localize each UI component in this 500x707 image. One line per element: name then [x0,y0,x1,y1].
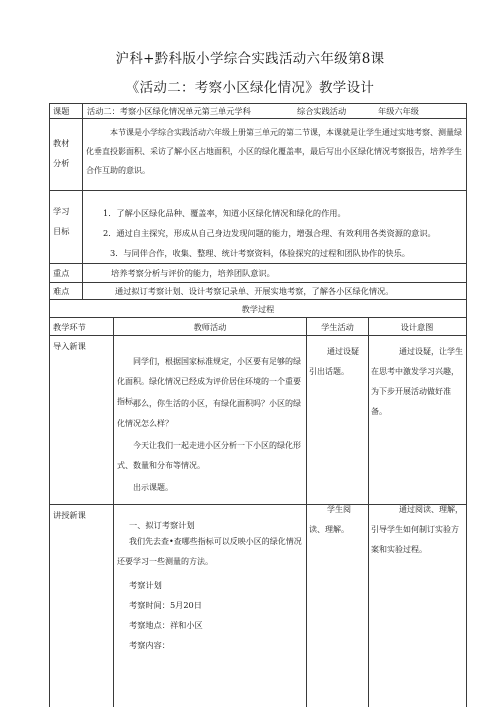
key-text: 培养考察分析与评价的能力，培养团队意识。 [111,268,275,278]
topic-label: 课题 [53,106,70,116]
goal-item: 3．与同伴合作，收集、整理、统计考察资料，体验探究的过程和团队协作的快乐。 [110,248,410,258]
col-stage-header: 教学环节 [53,322,86,332]
process-heading: 教学过程 [241,304,275,314]
stage-new-lesson: 讲授新课 [53,510,86,520]
design-intent-intro: 通过设疑，让学生在思考中激发学习兴趣，为下步开展活动做好准备。 [371,347,463,416]
student-activity-new-lesson: 学生阅读、理解。 [309,505,351,534]
teacher-paragraph: 一、拟订考察计划 [129,520,195,530]
subject-value: 综合实践活动 [297,106,347,116]
document-subtitle: 《活动二：考察小区绿化情况》教学设计 [125,80,375,96]
student-activity-intro: 通过设疑引出话题。 [309,347,359,376]
teacher-paragraph: 考察内容： [129,640,170,650]
goals-label-2: 目标 [53,226,70,236]
analysis-label-2: 分析 [53,158,70,168]
teacher-paragraph: 同学们，根据国家标准规定，小区要有足够的绿化面积。绿化情况已经成为评价居住环境的一个重要指标。 [117,357,301,406]
stage-intro: 导入新课 [53,341,86,351]
col-teacher-header: 教师活动 [193,322,227,332]
analysis-text: 本节课是小学综合实践活动六年级上册第三单元的第二节课，本课就是让学生通过实地考察、测量绿化垂直投影面积、采访了解小区占地面积，小区的绿化覆盖率，最后写出小区绿化情况考察报告，培养学生合作互助的意识。 [86,128,462,175]
analysis-label-1: 教材 [53,138,70,148]
teacher-paragraph: 考察地点：祥和小区 [129,620,203,630]
difficulty-text: 通过拟订考察计划、设计考察记录单、开展实地考察，了解各小区绿化情况。 [115,286,394,296]
difficulty-label: 难点 [53,286,70,296]
teacher-paragraph: 出示课题。 [133,483,173,492]
col-student-header: 学生活动 [321,322,354,332]
teacher-paragraph: 考察计划 [129,580,162,590]
document-title: 沪科+黔科版小学综合实践活动六年级第8课 [115,51,385,67]
goal-item: 1．了解小区绿化品种、覆盖率，知道小区绿化情况和绿化的作用。 [103,208,346,218]
key-label: 重点 [53,268,70,278]
col-intent-header: 设计意图 [400,322,434,332]
teacher-paragraph: 考察时间：5月20日 [129,600,202,610]
teacher-paragraph: 我们先去查•查哪些指标可以反映小区的绿化情况还要学习一些测量的方法。 [117,537,302,566]
design-intent-new-lesson: 通过阅读、理解，引导学生如何制订实验方案和实验过程。 [371,505,463,554]
goals-label-1: 学习 [53,206,70,216]
topic-value: 活动二：考察小区绿化情况单元第三单元学科 [87,106,251,116]
goal-item: 2．通过自主探究，形成从自己身边发现问题的能力，增强合理、有效利用各类资源的意识。 [103,228,436,238]
grade-value: 年级六年级 [378,106,419,116]
teacher-paragraph: 今天让我们一起走进小区分析一下小区的绿化形式、数量和分布等情况。 [117,441,301,470]
teacher-paragraph: 那么，你生活的小区，有绿化面积吗？小区的绿化情况怎么样？ [117,399,301,428]
